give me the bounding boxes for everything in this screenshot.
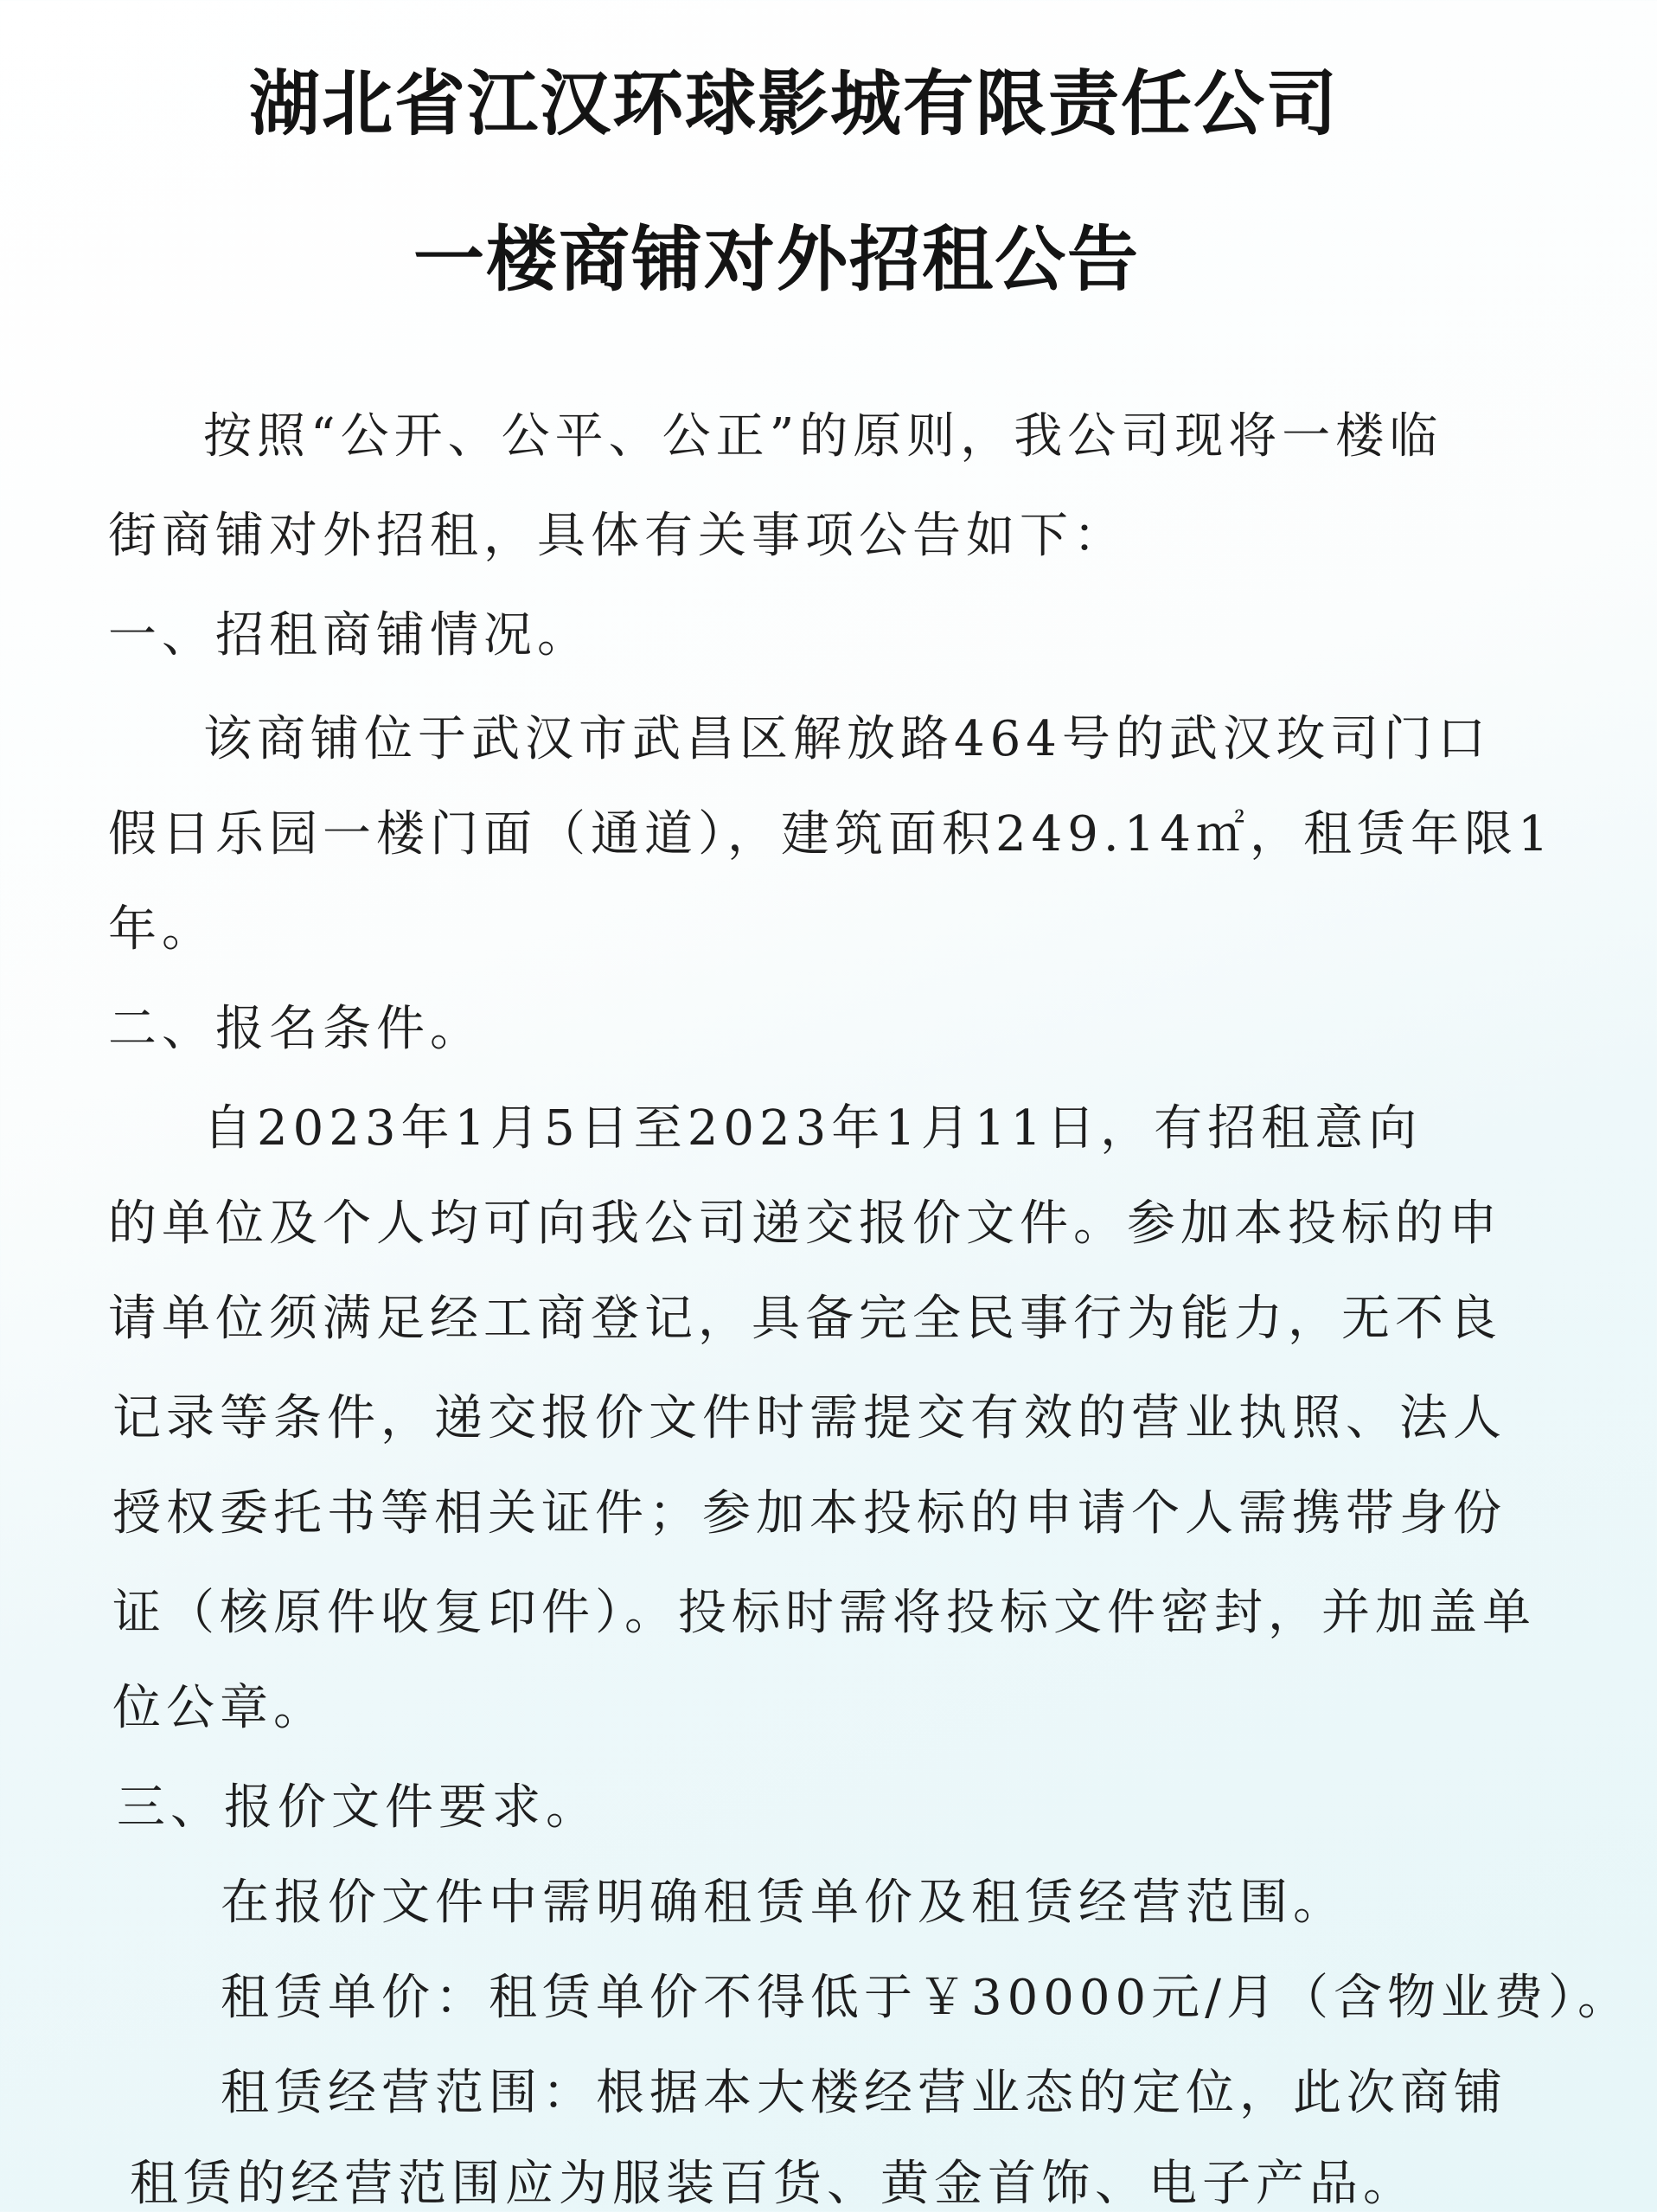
paragraph-line: 租赁经营范围：根据本大楼经营业态的定位，此次商铺 [221, 2065, 1507, 2121]
paragraph-line: 证（核原件收复印件）。投标时需将投标文件密封，并加盖单 [112, 1585, 1536, 1641]
paragraph-line: 街商铺对外招租，具体有关事项公告如下： [108, 508, 1127, 564]
paragraph-line: 年。 [108, 901, 215, 958]
paragraph-line: 请单位须满足经工商登记，具备完全民事行为能力，无不良 [108, 1291, 1502, 1347]
paragraph-line: 按照“公开、公平、公正”的原则，我公司现将一楼临 [203, 408, 1443, 465]
document-title-line-2: 一楼商铺对外招租公告 [413, 219, 1140, 301]
paragraph-line: 自2023年1月5日至2023年1月11日，有招租意向 [203, 1100, 1423, 1157]
paragraph-line: 假日乐园一楼门面（通道），建筑面积249.14㎡，租赁年限1 [108, 806, 1554, 862]
paragraph-line: 租赁的经营范围应为服装百货、黄金首饰、电子产品。 [130, 2156, 1417, 2212]
paragraph-line: 授权委托书等相关证件；参加本投标的申请个人需携带身份 [112, 1485, 1507, 1542]
paragraph-line: 记录等条件，递交报价文件时需提交有效的营业执照、法人 [112, 1390, 1507, 1446]
section-heading: 一、招租商铺情况。 [108, 607, 591, 664]
paragraph-line: 的单位及个人均可向我公司递交报价文件。参加本投标的申 [108, 1196, 1502, 1252]
paragraph-line: 该商铺位于武汉市武昌区解放路464号的武汉玫司门口 [203, 711, 1491, 767]
document-title-line-1: 湖北省江汉环球影城有限责任公司 [248, 63, 1339, 145]
paragraph-line: 租赁单价：租赁单价不得低于￥30000元/月（含物业费）。 [221, 1970, 1632, 2026]
paragraph-line: 在报价文件中需明确租赁单价及租赁经营范围。 [221, 1875, 1347, 1931]
section-heading: 二、报名条件。 [108, 1001, 483, 1057]
section-heading: 三、报价文件要求。 [117, 1779, 599, 1836]
paragraph-line: 位公章。 [112, 1680, 327, 1736]
